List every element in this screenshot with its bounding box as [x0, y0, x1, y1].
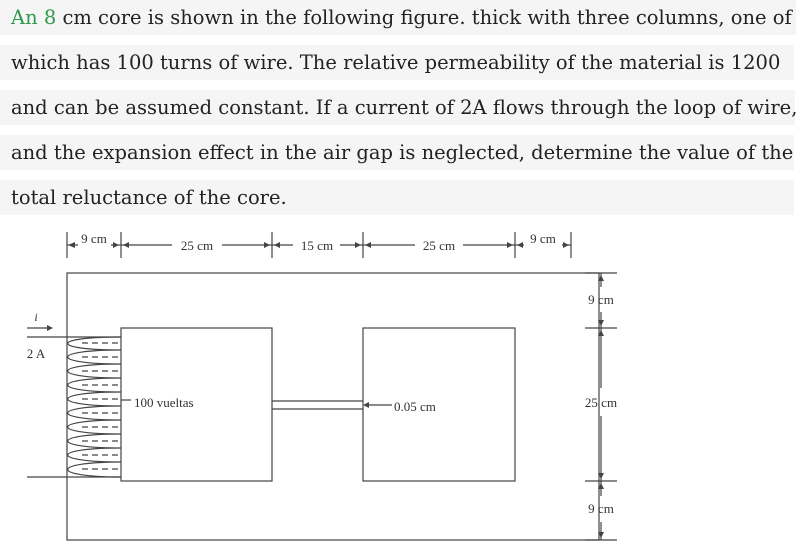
coil-label: 100 vueltas	[134, 395, 194, 410]
dim-right-mid-label: 25 cm	[584, 395, 618, 410]
problem-line-1-text: cm core is shown in the following figure. thick with three columns, one of	[56, 6, 792, 29]
current-value: 2 A	[26, 346, 46, 361]
problem-line-2: which has 100 turns of wire. The relative permeability of the material is 1200	[0, 45, 794, 80]
dim-top-left-label: 9 cm	[81, 231, 107, 246]
air-gap-label: 0.05 cm	[394, 399, 436, 414]
gap-arrowhead	[363, 402, 369, 408]
problem-line-5: total reluctance of the core.	[0, 180, 794, 215]
dim-right-top-label: 9 cm	[588, 292, 614, 307]
highlighted-text: An 8	[11, 6, 57, 29]
dim-top-center-label: 15 cm	[300, 238, 334, 253]
magnetic-core-figure	[0, 220, 806, 552]
dim-top-window2-label: 25 cm	[422, 238, 456, 253]
problem-line-3: and can be assumed constant. If a current of 2A flows through the loop of wire,	[0, 90, 795, 125]
problem-line-4: and the expansion effect in the air gap is neglected, determine the value of the	[0, 135, 794, 170]
dim-right-bottom-label: 9 cm	[588, 501, 614, 516]
dim-top-window1-label: 25 cm	[180, 238, 214, 253]
dim-top-right-label: 9 cm	[530, 231, 556, 246]
coil-winding	[68, 337, 121, 477]
current-arrowhead	[47, 325, 53, 331]
current-symbol: i	[34, 310, 38, 324]
problem-line-1	[0, 0, 796, 35]
